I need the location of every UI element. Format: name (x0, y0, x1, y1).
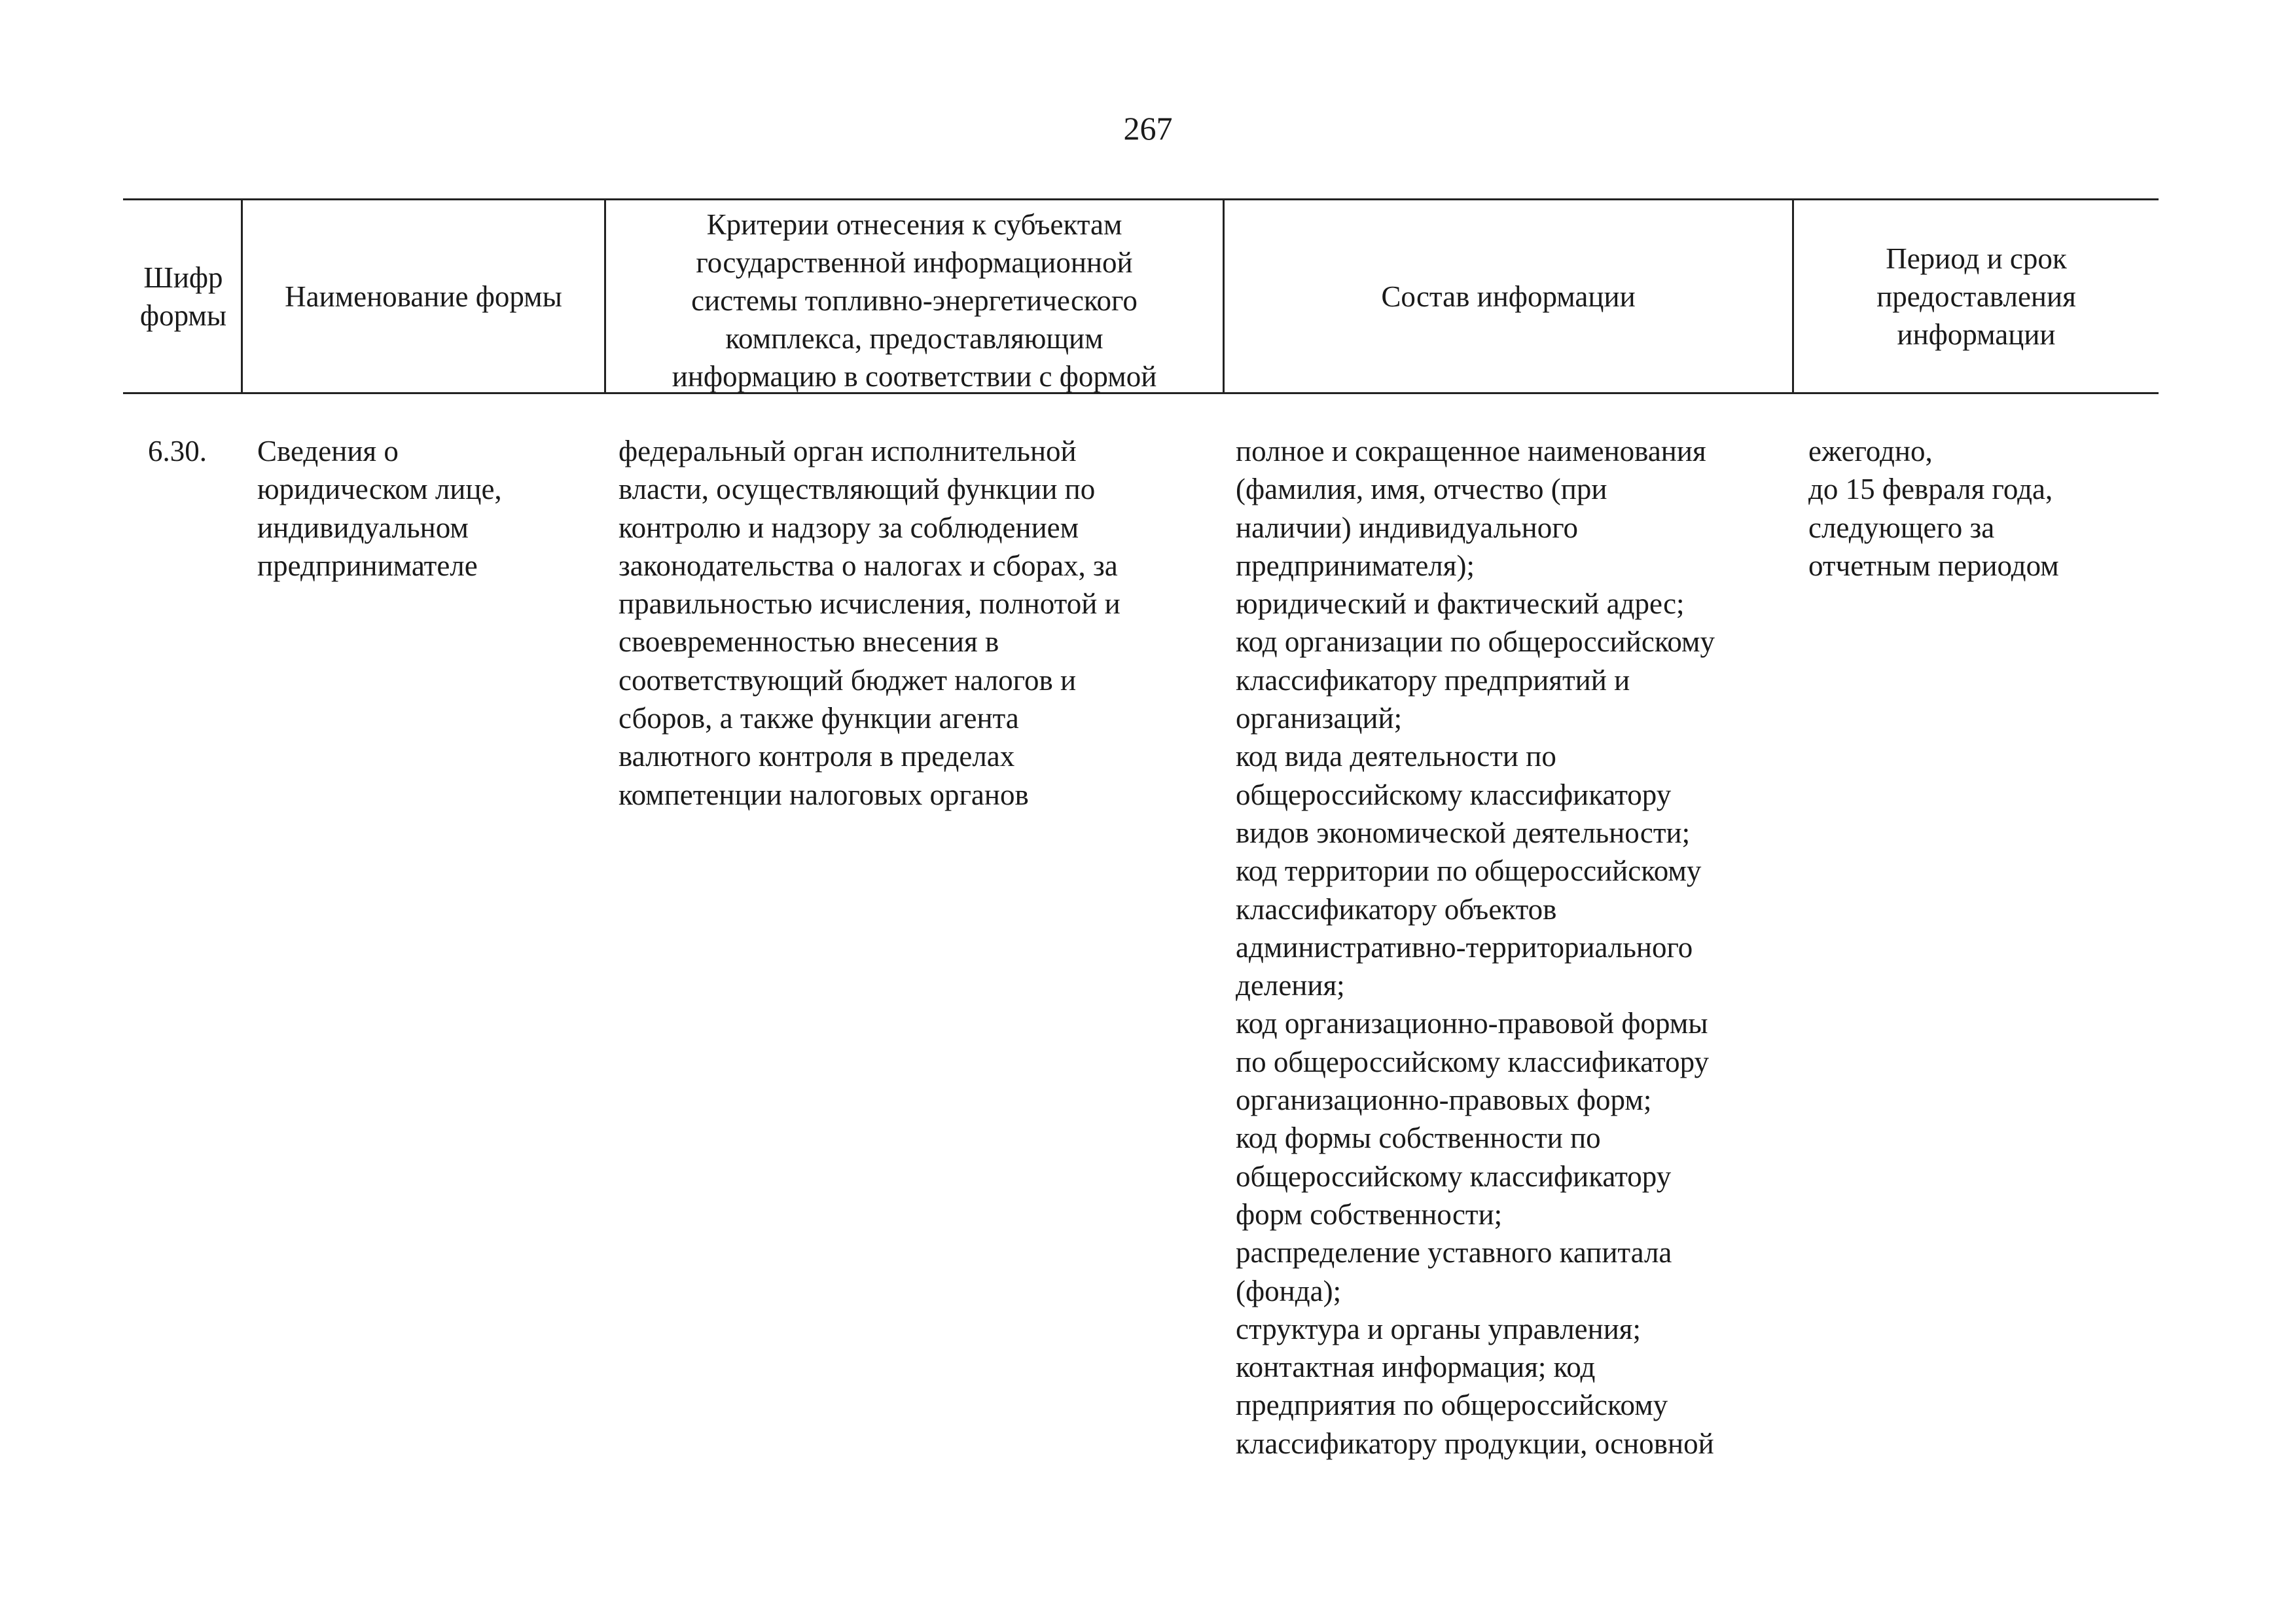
header-text: комплекса, предоставляющим (725, 322, 1103, 355)
header-text: системы топливно-энергетического (691, 284, 1138, 317)
cell-line: классификатору продукции, основной (1236, 1427, 1714, 1460)
cell-line: ежегодно, (1808, 435, 1933, 467)
cell-line: юридический и фактический адрес; (1236, 587, 1685, 621)
header-text: информацию в соответствии с формой (672, 360, 1157, 393)
header-form-name (243, 200, 604, 392)
cell-line: организационно-правовых форм; (1236, 1084, 1652, 1117)
cell-line: законодательства о налогах и сборах, за (619, 549, 1118, 582)
header-criteria (606, 200, 1223, 392)
header-text: Шифр (143, 261, 223, 294)
cell-line: юридическом лице, (257, 473, 502, 506)
cell-line: полное и сокращенное наименования (1236, 435, 1706, 467)
cell-line: федеральный орган исполнительной (619, 435, 1077, 467)
header-text: предоставления (1876, 280, 2076, 313)
cell-line: предпринимателе (257, 549, 478, 582)
row-period (1808, 432, 2059, 585)
cell-line: контактная информация; код (1236, 1351, 1596, 1384)
cell-line: код организационно-правовой формы (1236, 1007, 1708, 1040)
cell-line: административно-территориального (1236, 930, 1693, 964)
cell-line: правильностью исчисления, полнотой и (619, 587, 1121, 621)
cell-line: до 15 февраля года, (1808, 473, 2053, 506)
header-text: Период и срок (1886, 242, 2067, 275)
cell-line: своевременностью внесения в (619, 625, 999, 659)
header-text: государственной информационной (696, 246, 1133, 279)
cell-line: компетенции налоговых органов (619, 778, 1029, 811)
cell-line: форм собственности; (1236, 1197, 1503, 1231)
cell-line: организаций; (1236, 702, 1403, 735)
cell-line: предприятия по общероссийскому (1236, 1389, 1668, 1422)
header-text: информации (1897, 318, 2056, 351)
cell-line: индивидуальном (257, 511, 469, 544)
cell-line: классификатору объектов (1236, 892, 1557, 926)
header-form-code (126, 200, 241, 392)
cell-line: по общероссийскому классификатору (1236, 1045, 1710, 1078)
header-text: Состав информации (1381, 280, 1636, 313)
cell-line: общероссийскому классификатору (1236, 778, 1672, 811)
row-form-code (148, 432, 207, 470)
cell-line: (фонда); (1236, 1274, 1342, 1307)
cell-line: контролю и надзору за соблюдением (619, 511, 1079, 544)
cell-line: код вида деятельности по (1236, 740, 1556, 773)
cell-line: (фамилия, имя, отчество (при (1236, 473, 1607, 506)
cell-line: отчетным периодом (1808, 549, 2059, 582)
header-text: Наименование формы (285, 280, 562, 313)
cell-line: структура и органы управления; (1236, 1312, 1641, 1345)
cell-line: соответствующий бюджет налогов и (619, 663, 1077, 697)
cell-line: видов экономической деятельности; (1236, 816, 1691, 849)
header-period (1794, 200, 2159, 392)
cell-line: власти, осуществляющий функции по (619, 473, 1096, 506)
cell-line: распределение уставного капитала (1236, 1236, 1672, 1269)
row-content (1236, 432, 1715, 1463)
row-form-name (257, 432, 502, 585)
cell-line: код организации по общероссийскому (1236, 625, 1715, 659)
cell-line: 6.30. (148, 435, 207, 467)
cell-line: сборов, а также функции агента (619, 702, 1019, 735)
cell-line: код формы собственности по (1236, 1122, 1601, 1155)
row-criteria (619, 432, 1121, 814)
page-number: 267 (1123, 110, 1173, 147)
cell-line: общероссийскому классификатору (1236, 1159, 1672, 1193)
cell-line: деления; (1236, 969, 1345, 1002)
cell-line: наличии) индивидуального (1236, 511, 1579, 544)
cell-line: Сведения о (257, 435, 399, 467)
cell-line: предпринимателя); (1236, 549, 1475, 582)
cell-line: код территории по общероссийскому (1236, 854, 1702, 888)
cell-line: валютного контроля в пределах (619, 740, 1015, 773)
cell-line: классификатору предприятий и (1236, 663, 1630, 697)
header-text: формы (139, 299, 227, 332)
header-text: Критерии отнесения к субъектам (706, 208, 1122, 241)
header-content (1225, 200, 1792, 392)
cell-line: следующего за (1808, 511, 1995, 544)
